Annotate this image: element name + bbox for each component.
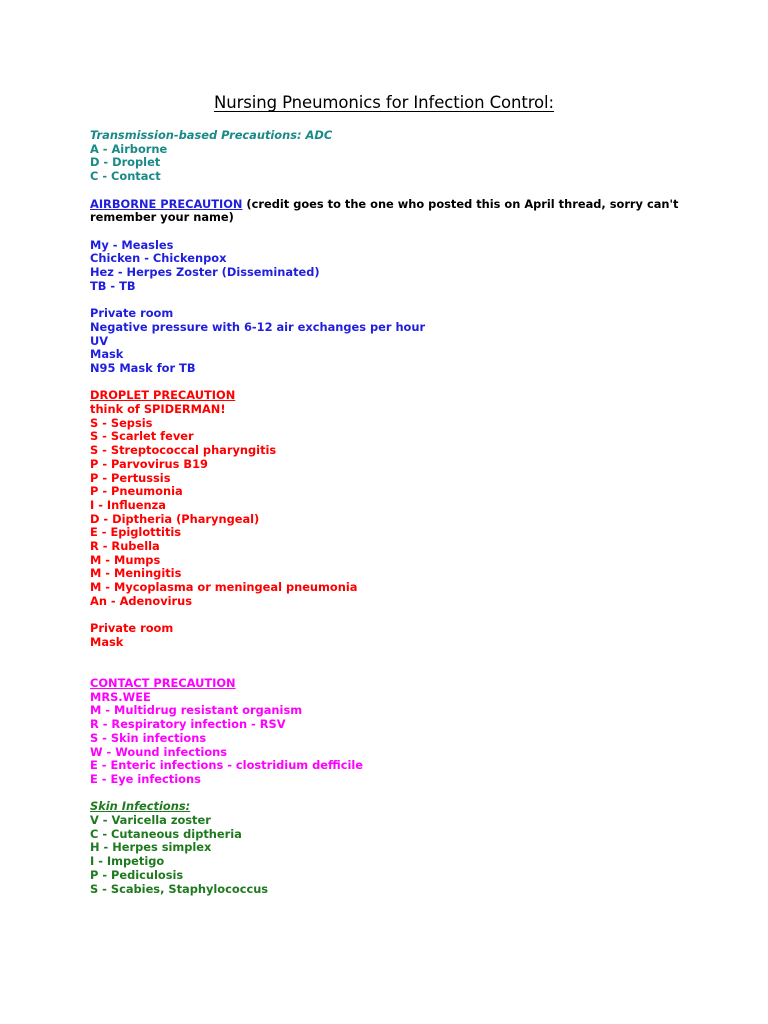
list-item: Mask — [90, 347, 124, 362]
list-item: R - Rubella — [90, 539, 160, 554]
list-item: M - Multidrug resistant organism — [90, 703, 303, 718]
contact-section — [90, 677, 690, 787]
contact-heading: CONTACT PRECAUTION — [90, 676, 236, 691]
list-item: Hez - Herpes Zoster (Disseminated) — [90, 265, 320, 279]
list-item: S - Scarlet fever — [90, 429, 194, 444]
droplet-section — [90, 389, 690, 649]
list-item: P - Pneumonia — [90, 484, 183, 499]
list-item: D - Diptheria (Pharyngeal) — [90, 511, 260, 526]
list-item: H - Herpes simplex — [90, 840, 212, 855]
document-body — [90, 129, 690, 896]
list-item: M - Mumps — [90, 552, 161, 567]
list-item: Mask — [90, 634, 124, 649]
list-item: M - Meningitis — [90, 566, 182, 581]
list-item: V - Varicella zoster — [90, 813, 211, 828]
page-title: Nursing Pneumonics for Infection Control: — [213, 93, 555, 112]
list-item: A - Airborne — [90, 141, 168, 156]
droplet-heading: DROPLET PRECAUTION — [90, 388, 236, 403]
list-item: Private room — [90, 306, 174, 321]
list-item: I - Impetigo — [90, 854, 165, 869]
list-item: C - Cutaneous diptheria — [90, 826, 242, 841]
list-item: Chicken - Chickenpox — [90, 251, 227, 266]
list-item: P - Pediculosis — [90, 867, 184, 882]
skin-section — [90, 800, 690, 896]
list-item: My - Measles — [90, 237, 174, 252]
list-item: S - Scabies, Staphylococcus — [90, 881, 269, 896]
skin-heading: Skin Infections: — [90, 799, 191, 814]
droplet-subheading: think of SPIDERMAN! — [90, 402, 226, 416]
list-item: S - Streptococcal pharyngitis — [90, 443, 277, 458]
list-item: S - Sepsis — [90, 415, 153, 430]
airborne-credit: (credit goes to the one who posted this on April thread, sorry can't remember your name) — [90, 196, 679, 225]
list-item: S - Skin infections — [90, 730, 207, 745]
list-item: UV — [90, 333, 109, 348]
list-item: E - Enteric infections - clostridium defficile — [90, 758, 364, 773]
list-item: M - Mycoplasma or meningeal pneumonia — [90, 580, 358, 595]
airborne-heading: AIRBORNE PRECAUTION — [90, 196, 243, 211]
list-item: C - Contact — [90, 169, 161, 184]
list-item: An - Adenovirus — [90, 593, 193, 608]
list-item: E - Epiglottitis — [90, 525, 182, 540]
transmission-section — [90, 129, 690, 184]
contact-subheading: MRS.WEE — [90, 689, 151, 704]
list-item: TB - TB — [90, 278, 136, 293]
list-item: Private room — [90, 621, 174, 636]
list-item: P - Pertussis — [90, 470, 171, 485]
airborne-heading-line — [90, 198, 690, 225]
list-item: D - Droplet — [90, 155, 161, 170]
list-item: I - Influenza — [90, 497, 166, 512]
list-item: Negative pressure with 6-12 air exchanges per hour — [90, 319, 426, 334]
airborne-section — [90, 198, 690, 376]
list-item: P - Parvovirus B19 — [90, 456, 208, 471]
list-item: W - Wound infections — [90, 744, 228, 759]
list-item: E - Eye infections — [90, 771, 201, 786]
list-item: R - Respiratory infection - RSV — [90, 717, 286, 732]
transmission-heading: Transmission-based Precautions: ADC — [90, 128, 333, 142]
list-item: N95 Mask for TB — [90, 360, 196, 375]
